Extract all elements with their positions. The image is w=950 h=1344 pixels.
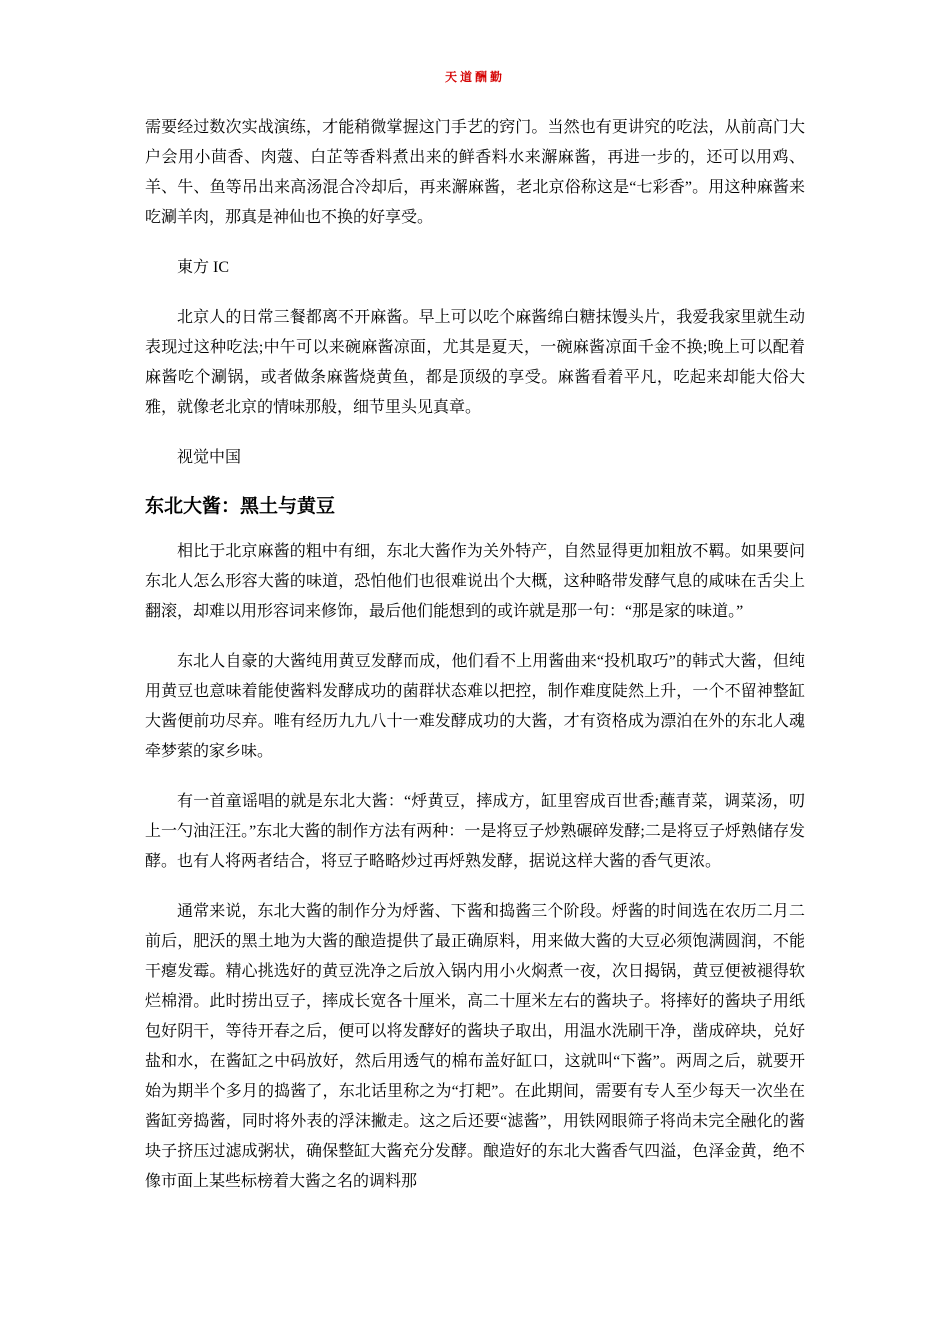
paragraph-dajiang-intro: 相比于北京麻酱的粗中有细，东北大酱作为关外特产，自然显得更加粗放不羁。如果要问东北人怎么形容大酱的味道，恐怕他们也很难说出个大概，这种略带发酵气息的咸味在舌尖上翻滚，却难以用形容词来修饰，最后他们能想到的或许就是那一句：“那是家的味道。” (145, 543, 805, 620)
article-body (145, 113, 805, 1197)
paragraph-beijing-meals: 北京人的日常三餐都离不开麻酱。早上可以吃个麻酱绵白糖抹馒头片，我爱我家里就生动表现过这种吃法;中午可以来碗麻酱凉面，尤其是夏天，一碗麻酱凉面千金不换;晚上可以配着麻酱吃个涮锅，或者做条麻酱烧黄鱼，都是顶级的享受。麻酱看着平凡，吃起来却能大俗大雅，就像老北京的情味那般，细节里头见真章。 (145, 309, 805, 416)
image-credit-dongfang-ic: 東方 IC (177, 259, 230, 276)
paragraph-dajiang-process: 通常来说，东北大酱的制作分为烀酱、下酱和捣酱三个阶段。烀酱的时间选在农历二月二前后，肥沃的黑土地为大酱的酿造提供了最正确原料，用来做大酱的大豆必须饱满圆润，不能干瘪发霉。精心挑选好的黄豆洗净之后放入锅内用小火焖煮一夜，次日揭锅，黄豆便被褪得软烂棉滑。此时捞出豆子，摔成长宽各十厘米，高二十厘米左右的酱块子。将摔好的酱块子用纸包好阴干，等待开春之后，便可以将发酵好的酱块子取出，用温水洗刷干净，凿成碎块，兑好盐和水，在酱缸之中码放好，然后用透气的棉布盖好缸口，这就叫“下酱”。两周之后，就要开始为期半个多月的捣酱了，东北话里称之为“打耙”。在此期间，需要有专人至少每天一次坐在酱缸旁捣酱，同时将外表的浮沫撇走。这之后还要“滤酱”，用铁网眼筛子将尚未完全融化的酱块子挤压过滤成粥状，确保整缸大酱充分发酵。酿造好的东北大酱香气四溢，色泽金黄，绝不像市面上某些标榜着大酱之名的调料那 (145, 903, 805, 1190)
page-header-watermark: 天道酬勤 (444, 70, 505, 84)
paragraph-majiang-tail: 需要经过数次实战演练，才能稍微掌握这门手艺的窍门。当然也有更讲究的吃法，从前高门大户会用小茴香、肉蔻、白芷等香料煮出来的鲜香料水来澥麻酱，再进一步的，还可以用鸡、羊、牛、鱼等吊出来高汤混合冷却后，再来澥麻酱，老北京俗称这是“七彩香”。用这种麻酱来吃涮羊肉，那真是神仙也不换的好享受。 (145, 119, 805, 226)
image-credit-visual-china: 视觉中国 (177, 449, 242, 466)
paragraph-dajiang-pride: 东北人自豪的大酱纯用黄豆发酵而成，他们看不上用酱曲来“投机取巧”的韩式大酱，但纯用黄豆也意味着能使酱料发酵成功的菌群状态难以把控，制作难度陡然上升，一个不留神整缸大酱便前功尽弃。唯有经历九九八十一难发酵成功的大酱，才有资格成为漂泊在外的东北人魂牵梦萦的家乡味。 (145, 653, 805, 760)
section-heading-dongbei-dajiang: 东北大酱：黑土与黄豆 (145, 496, 336, 517)
paragraph-dajiang-ballad: 有一首童谣唱的就是东北大酱：“烀黄豆，摔成方，缸里窖成百世香;蘸青菜，调菜汤，叨上一勺油汪汪。”东北大酱的制作方法有两种：一是将豆子炒熟碾碎发酵;二是将豆子烀熟储存发酵。也有人将两者结合，将豆子略略炒过再烀熟发酵，据说这样大酱的香气更浓。 (145, 793, 805, 870)
